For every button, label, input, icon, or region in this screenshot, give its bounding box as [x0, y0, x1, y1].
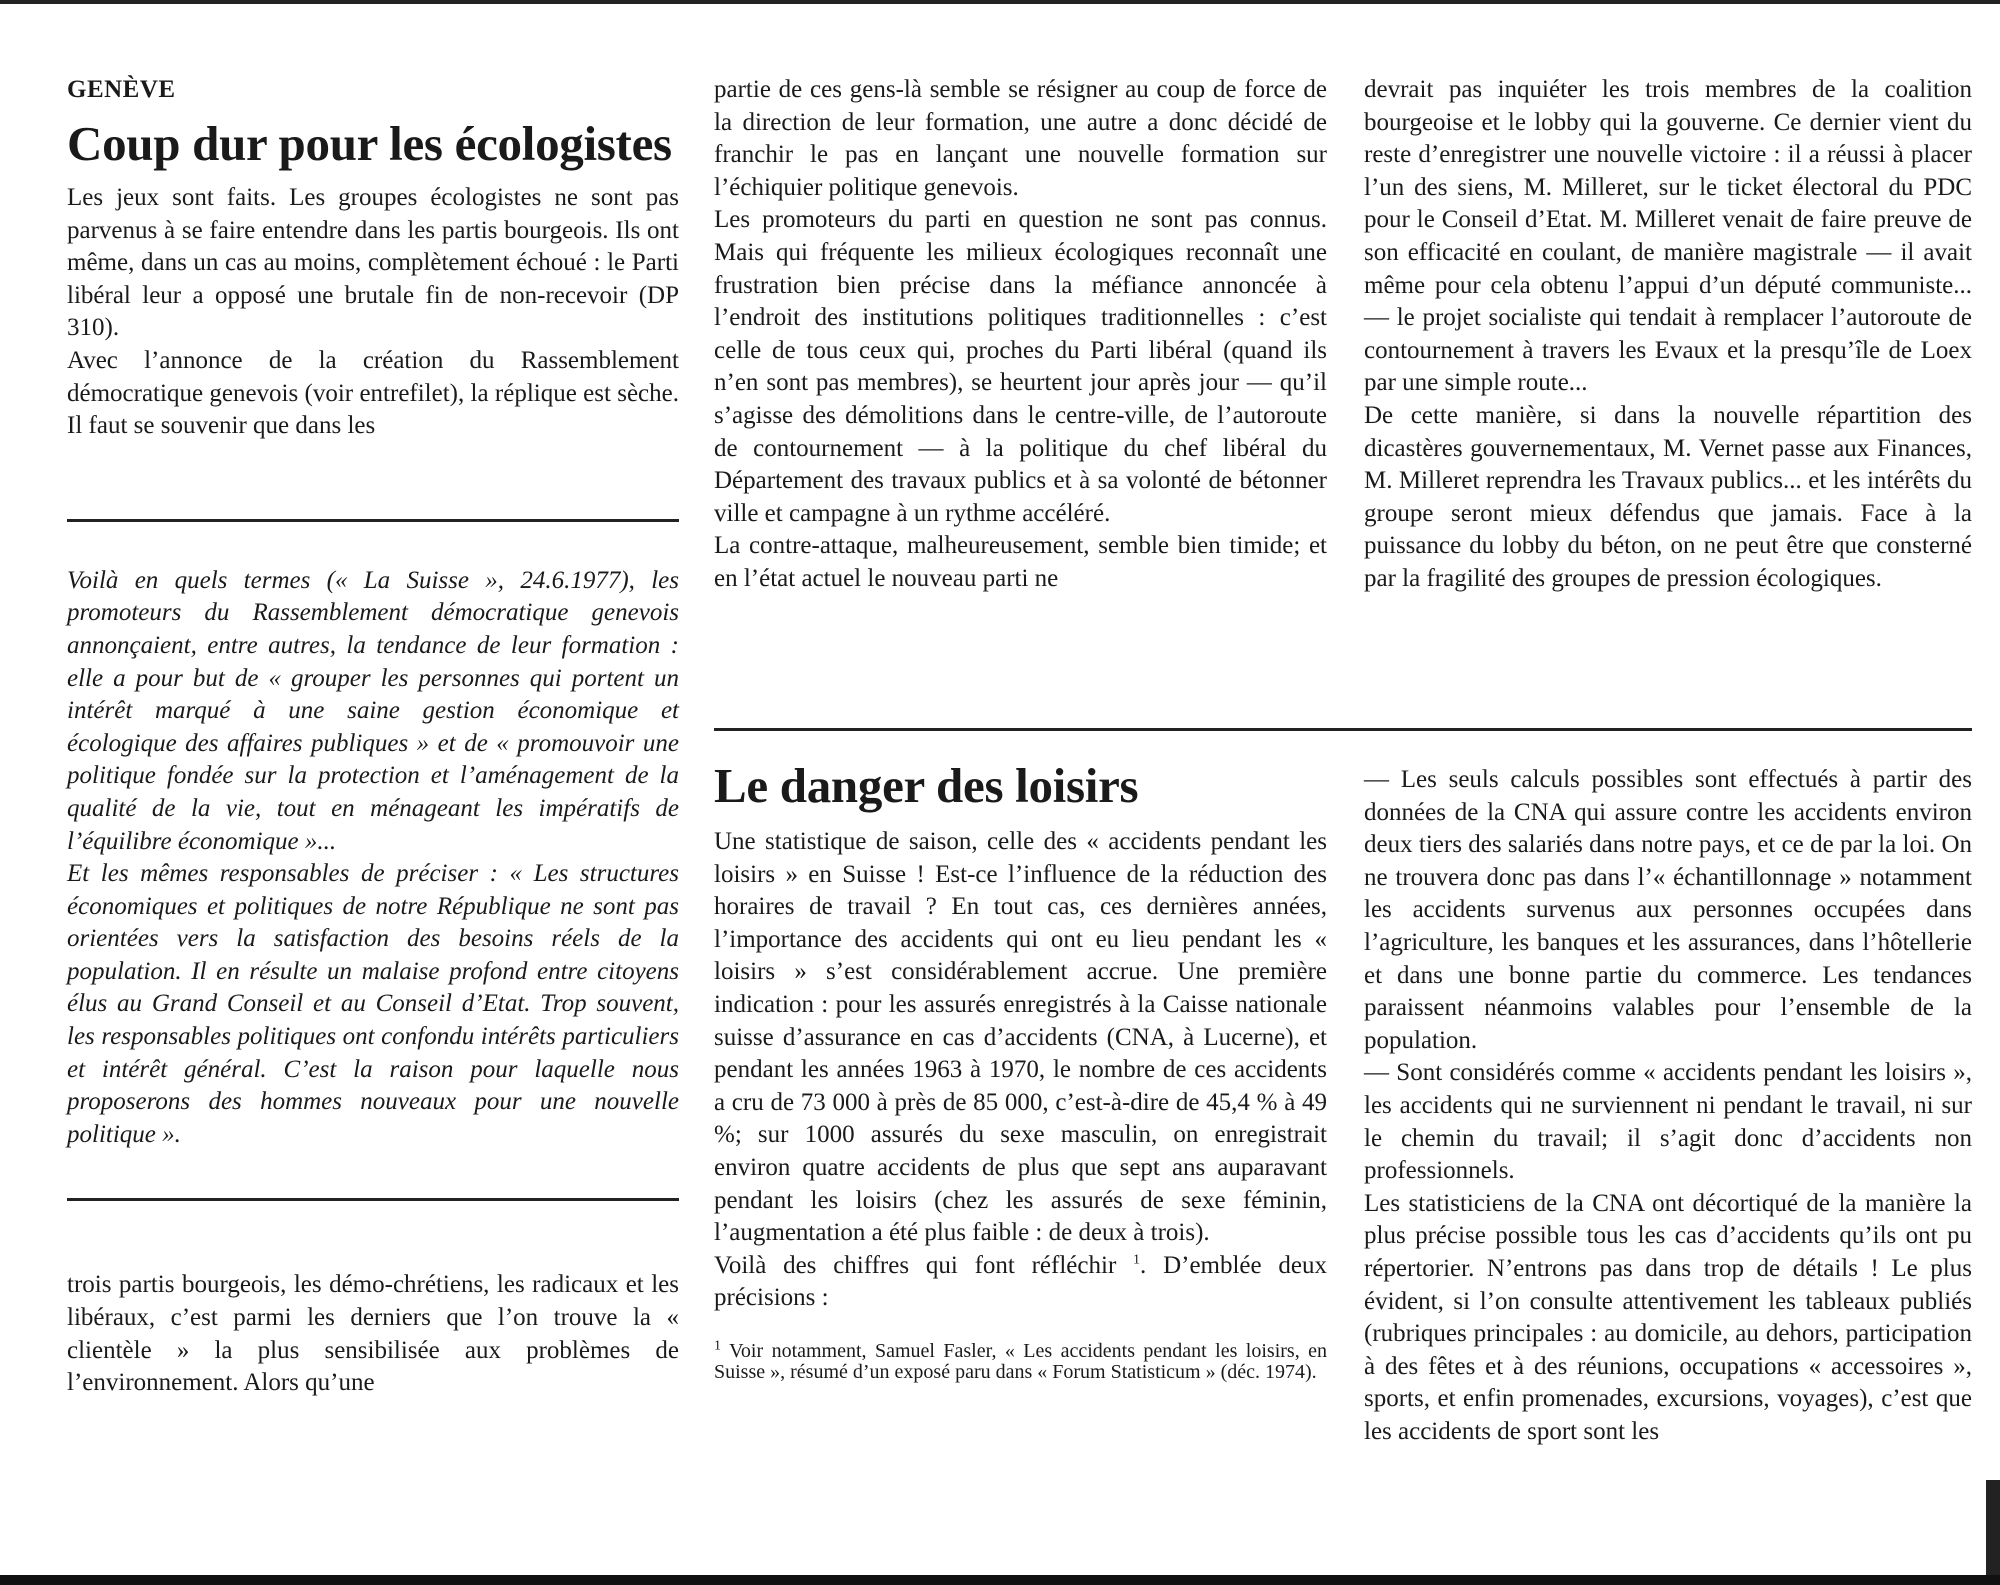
article2-headline: Le danger des loisirs: [714, 758, 1139, 813]
footnote-marker: 1: [714, 1338, 721, 1354]
article2-column3-paragraph-3: Les statisticiens de la CNA ont décortiqué de la manière la plus précise possible tous les cas d’accidents qu’ils ont pu répertorier. N’entrons pas dans trop de détails ! Le plus évident, si l’on consulte attentivement les tableaux publiés (rubriques principales : au domicile, au dehors, participation à des fêtes et à des réunions, occupations « accessoires », sports, et enfin promenades, excursions, voyages), c’est que les accidents de sport sont les: [1364, 1189, 1972, 1445]
article2-paragraph-2: [714, 1250, 1327, 1315]
article1-paragraph-3: trois partis bourgeois, les démo-chrétiens, les radicaux et les libéraux, c’est parmi les derniers que l’on trouve la « clientèle » la plus sensibilisée aux problèmes de l’environnement. Alors qu’une: [67, 1271, 679, 1397]
article1-column3-paragraph-2: De cette manière, si dans la nouvelle répartition des dicastères gouvernementaux, M. Vernet passe aux Finances, M. Milleret reprendra les Travaux publics... et les intérêts du groupe seront mieux défendus que jamais. Face à la puissance du lobby du béton, on ne peut être que consterné par la fragilité des groupes de pression écologiques.: [1364, 401, 1972, 592]
article2-column3-paragraph-2: — Sont considérés comme « accidents pendant les loisirs », les accidents qui ne surviennent ni pendant le travail, ni sur le chemin du travail; il s’agit donc d’accidents non professionnels.: [1364, 1059, 1972, 1185]
footnote-reference: 1: [1133, 1252, 1141, 1268]
boxed-quote-paragraph-1: Voilà en quels termes (« La Suisse », 24.6.1977), les promoteurs du Rassemblement démocratique genevois annonçaient, entre autres, la tendance de leur formation : elle a pour but de « grouper les personnes qui portent un intérêt marqué à une saine gestion économique et écologique des affaires publiques » et de « promouvoir une politique fondée sur la protection et l’aménagement de la qualité de la vie, tout en ménageant les impératifs de l’équilibre économique »...: [67, 566, 679, 855]
article2-paragraph-1: Une statistique de saison, celle des « accidents pendant les loisirs » en Suisse ! Est-ce l’influence de la réduction des horaires de travail ? En tout cas, ces dernières années, l’importance des accidents qui ont eu lieu pendant les « loisirs » s’est considérablement accrue. Une première indication : pour les assurés enregistrés à la Caisse nationale suisse d’assurance en cas d’accidents (CNA, à Lucerne), et pendant les années 1963 à 1970, le nombre de ces accidents a cru de 73 000 à près de 85 000, c’est-à-dire de 45,4 % à 49 %; sur 1000 assurés du sexe masculin, on enregistrait environ quatre accidents de plus que sept ans auparavant pendant les loisirs (chez les assurés de sexe féminin, l’augmentation a été plus faible : de deux à trois).: [714, 828, 1327, 1247]
article2-paragraph-2-text: Voilà des chiffres qui font réfléchir: [714, 1251, 1117, 1279]
article1-column3-paragraph-1: devrait pas inquiéter les trois membres de la coalition bourgeoise et le lobby qui la gouverne. Ce dernier vient du reste d’enregistrer une nouvelle victoire : il a réussi à placer l’un des siens, M. Milleret, sur le ticket électoral du PDC pour le Conseil d’Etat. M. Milleret venait de faire preuve de son efficacité en coulant, de manière magistrale — il avait même pour cela obtenu l’appui d’un député communiste... — le projet socialiste qui tendait à remplacer l’autoroute de contournement à travers les Evaux et la presqu’île de Loex par une simple route...: [1364, 76, 1972, 397]
page-bottom-border: [0, 1575, 2000, 1585]
page-edge-shadow: [1986, 1480, 2000, 1585]
article1-paragraph-2: Avec l’annonce de la création du Rassemblement démocratique genevois (voir entrefilet), la réplique est sèche. Il faut se souvenir que dans les: [67, 346, 679, 440]
article2-top-rule: [714, 728, 1972, 731]
article2-paragraph-2-end: . D’emblée deux précisions :: [714, 1251, 1327, 1312]
boxed-quote-paragraph-2: Et les mêmes responsables de préciser : « Les structures économiques et politiques de notre République ne sont pas orientées vers la satisfaction des besoins réels de la population. Il en résulte un malaise profond entre citoyens élus au Grand Conseil et au Conseil d’Etat. Trop souvent, les responsables politiques ont confondu intérêts particuliers et intérêt général. C’est la raison pour laquelle nous proposerons des hommes nouveaux pour une nouvelle politique ».: [67, 860, 679, 1148]
article1-column2-paragraph-2: Les promoteurs du parti en question ne sont pas connus. Mais qui fréquente les milieux écologiques reconnaît une frustration bien précise dans la méfiance annoncée à l’endroit des institutions politiques traditionnelles : c’est celle de tous ceux qui, proches du Parti libéral (quand ils n’en sont pas membres), se heurtent jour après jour — qu’il s’agisse des démolitions dans le centre-ville, de l’autoroute de contournement — à la politique du chef libéral du Département des travaux publics et à sa volonté de bétonner ville et campagne à un rythme accéléré.: [714, 206, 1327, 527]
article1-paragraph-1: Les jeux sont faits. Les groupes écologistes ne sont pas parvenus à se faire entendre dans les partis bourgeois. Ils ont même, dans un cas au moins, complètement échoué : le Parti libéral leur a opposé une brutale fin de non-recevoir (DP 310).: [67, 184, 679, 342]
column-1: [67, 74, 679, 1400]
footnote: [714, 1338, 1327, 1383]
article1-headline: Coup dur pour les écologistes: [67, 116, 672, 171]
page-top-border: [0, 0, 2000, 4]
column-2: [714, 74, 1327, 596]
section-kicker: GENÈVE: [67, 76, 176, 103]
article2-column-2: [714, 758, 1327, 1383]
article1-column2-paragraph-1: partie de ces gens-là semble se résigner au coup de force de la direction de leur formation, une autre a donc décidé de franchir le pas en lançant une nouvelle formation sur l’échiquier politique genevois.: [714, 76, 1327, 201]
column-3: [1364, 74, 1972, 596]
article2-column3-paragraph-1: — Les seuls calculs possibles sont effectués à partir des données de la CNA qui assure contre les accidents environ deux tiers des salariés dans notre pays, et ce de par la loi. On ne trouvera donc pas dans l’« échantillonnage » notamment les accidents survenus aux personnes occupées dans l’agriculture, les banques et les assurances, dans l’hôtellerie et dans une bonne partie du commerce. Les tendances paraissent néanmoins valables pour l’ensemble de la population.: [1364, 766, 1972, 1054]
footnote-text: Voir notamment, Samuel Fasler, « Les accidents pendant les loisirs, en Suisse », résumé d’un exposé paru dans « Forum Statisticum » (déc. 1974).: [714, 1339, 1327, 1383]
article2-column-3: [1364, 764, 1972, 1448]
article1-column2-paragraph-3: La contre-attaque, malheureusement, semble bien timide; et en l’état actuel le nouveau parti ne: [714, 532, 1327, 592]
